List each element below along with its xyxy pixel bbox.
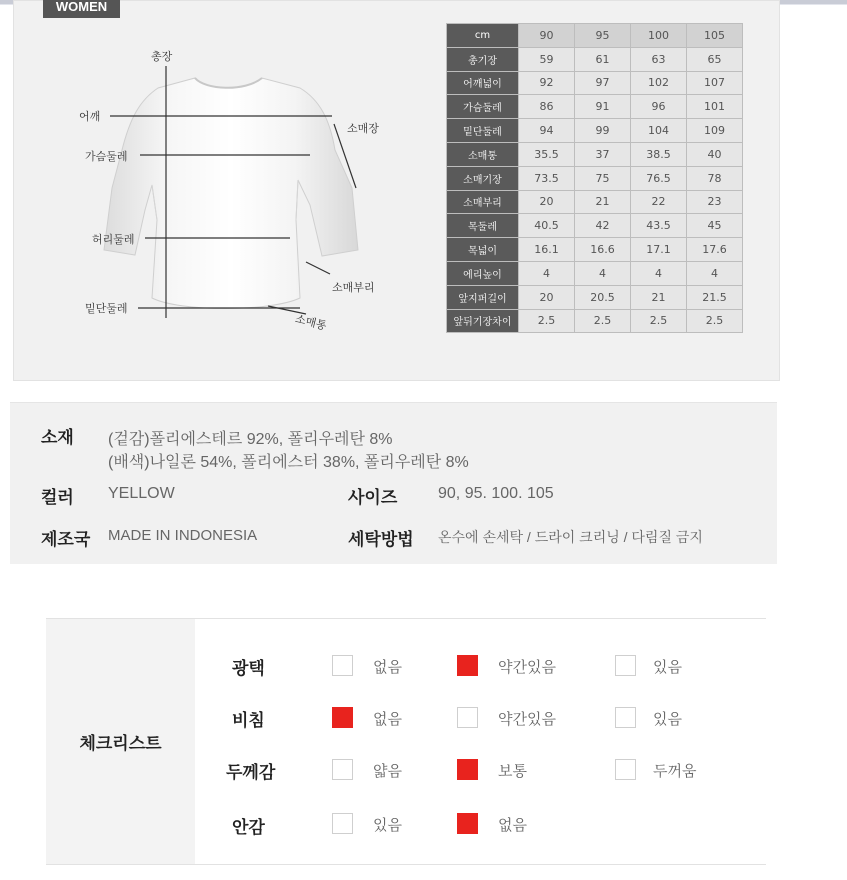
row-label: 소매부리: [447, 190, 519, 214]
check-option-label: 있음: [653, 658, 682, 676]
label-sleeve-cuff: 소매부리: [332, 281, 375, 294]
table-header-cell: 95: [575, 24, 631, 48]
label-shoulder: 어깨: [79, 110, 101, 123]
table-cell: 78: [687, 166, 743, 190]
table-cell: 94: [519, 119, 575, 143]
row-label: 소매기장: [447, 166, 519, 190]
table-cell: 20: [519, 190, 575, 214]
material-line-2: (배색)나일론 54%, 폴리에스터 38%, 폴리우레탄 8%: [108, 454, 469, 471]
check-option-label: 없음: [373, 710, 402, 728]
table-cell: 40.5: [519, 214, 575, 238]
table-cell: 75: [575, 166, 631, 190]
table-header-cell: 100: [631, 24, 687, 48]
table-cell: 99: [575, 119, 631, 143]
table-cell: 23: [687, 190, 743, 214]
size-key: 사이즈: [348, 488, 398, 508]
label-sleeve-length: 소매장: [347, 122, 379, 135]
garment-diagram: [0, 0, 440, 380]
table-cell: 42: [575, 214, 631, 238]
check-box: [615, 759, 636, 780]
wash-value: 온수에 손세탁 / 드라이 크리닝 / 다림질 금지: [438, 529, 703, 545]
table-cell: 2.5: [687, 309, 743, 333]
table-row: [447, 142, 743, 166]
color-value: YELLOW: [108, 485, 175, 502]
size-value: 90, 95. 100. 105: [438, 485, 554, 502]
table-cell: 102: [631, 71, 687, 95]
table-cell: 86: [519, 95, 575, 119]
table-header-cell: cm: [447, 24, 519, 48]
check-box: [457, 655, 478, 676]
table-row: [447, 238, 743, 262]
table-cell: 21: [631, 285, 687, 309]
check-box: [615, 707, 636, 728]
color-key: 컬러: [41, 488, 74, 508]
origin-value: MADE IN INDONESIA: [108, 527, 258, 544]
table-row: [447, 309, 743, 333]
label-length: 총장: [151, 50, 173, 63]
material-key: 소재: [41, 428, 74, 448]
table-cell: 91: [575, 95, 631, 119]
check-box: [332, 655, 353, 676]
table-cell: 63: [631, 47, 687, 71]
table-row: [447, 95, 743, 119]
check-row-label: 안감: [232, 818, 265, 838]
table-cell: 4: [631, 261, 687, 285]
row-label: 에리높이: [447, 261, 519, 285]
check-option-label: 있음: [653, 710, 682, 728]
table-cell: 2.5: [519, 309, 575, 333]
table-row: [447, 214, 743, 238]
table-cell: 4: [687, 261, 743, 285]
origin-key: 제조국: [41, 530, 91, 550]
check-option-label: 약간있음: [498, 710, 556, 728]
label-waist: 허리둘레: [92, 233, 135, 246]
table-cell: 38.5: [631, 142, 687, 166]
check-option-label: 있음: [373, 816, 402, 834]
table-cell: 21.5: [687, 285, 743, 309]
row-label: 앞지퍼길이: [447, 285, 519, 309]
label-sleeve-width: 소매통: [293, 312, 328, 333]
row-label: 목넓이: [447, 238, 519, 262]
table-row: [447, 285, 743, 309]
label-hem: 밑단둘레: [85, 302, 128, 315]
row-label: 총기장: [447, 47, 519, 71]
table-cell: 20: [519, 285, 575, 309]
check-box: [457, 707, 478, 728]
checklist: [46, 618, 766, 865]
product-info-panel: [10, 402, 777, 564]
table-cell: 76.5: [631, 166, 687, 190]
table-cell: 22: [631, 190, 687, 214]
table-cell: 16.1: [519, 238, 575, 262]
size-table: [446, 23, 743, 333]
table-cell: 61: [575, 47, 631, 71]
table-cell: 17.6: [687, 238, 743, 262]
table-header-row: [447, 24, 743, 48]
table-cell: 45: [687, 214, 743, 238]
check-box: [457, 813, 478, 834]
table-header-cell: 105: [687, 24, 743, 48]
table-cell: 37: [575, 142, 631, 166]
table-cell: 92: [519, 71, 575, 95]
table-row: [447, 71, 743, 95]
table-cell: 43.5: [631, 214, 687, 238]
check-option-label: 약간있음: [498, 658, 556, 676]
row-label: 앞뒤기장차이: [447, 309, 519, 333]
check-option-label: 없음: [498, 816, 527, 834]
check-row-label: 두께감: [226, 763, 276, 783]
row-label: 가슴둘레: [447, 95, 519, 119]
check-option-label: 두꺼움: [653, 762, 697, 780]
row-label: 소매통: [447, 142, 519, 166]
table-cell: 4: [575, 261, 631, 285]
checklist-title: 체크리스트: [46, 619, 195, 864]
check-option-label: 얇음: [373, 762, 402, 780]
table-cell: 17.1: [631, 238, 687, 262]
wash-key: 세탁방법: [348, 530, 414, 550]
row-label: 어깨넓이: [447, 71, 519, 95]
table-cell: 35.5: [519, 142, 575, 166]
row-label: 목둘레: [447, 214, 519, 238]
check-option-label: 없음: [373, 658, 402, 676]
table-cell: 16.6: [575, 238, 631, 262]
label-chest: 가슴둘레: [85, 150, 128, 163]
table-cell: 107: [687, 71, 743, 95]
shirt-silhouette: [104, 78, 358, 309]
table-cell: 65: [687, 47, 743, 71]
women-tag: WOMEN: [43, 0, 120, 18]
check-option-label: 보통: [498, 762, 527, 780]
table-cell: 101: [687, 95, 743, 119]
table-cell: 104: [631, 119, 687, 143]
table-cell: 2.5: [575, 309, 631, 333]
table-cell: 2.5: [631, 309, 687, 333]
check-box: [332, 813, 353, 834]
check-row-label: 광택: [232, 659, 265, 679]
check-box: [332, 707, 353, 728]
table-cell: 109: [687, 119, 743, 143]
table-row: [447, 119, 743, 143]
table-cell: 73.5: [519, 166, 575, 190]
table-row: [447, 261, 743, 285]
row-label: 밑단둘레: [447, 119, 519, 143]
table-header-cell: 90: [519, 24, 575, 48]
table-row: [447, 47, 743, 71]
check-box: [457, 759, 478, 780]
table-cell: 97: [575, 71, 631, 95]
check-box: [615, 655, 636, 676]
check-box: [332, 759, 353, 780]
table-row: [447, 190, 743, 214]
table-cell: 20.5: [575, 285, 631, 309]
table-cell: 40: [687, 142, 743, 166]
material-line-1: (겉감)폴리에스테르 92%, 폴리우레탄 8%: [108, 431, 393, 448]
table-cell: 96: [631, 95, 687, 119]
check-row-label: 비침: [232, 711, 265, 731]
table-row: [447, 166, 743, 190]
table-cell: 21: [575, 190, 631, 214]
table-cell: 59: [519, 47, 575, 71]
table-cell: 4: [519, 261, 575, 285]
